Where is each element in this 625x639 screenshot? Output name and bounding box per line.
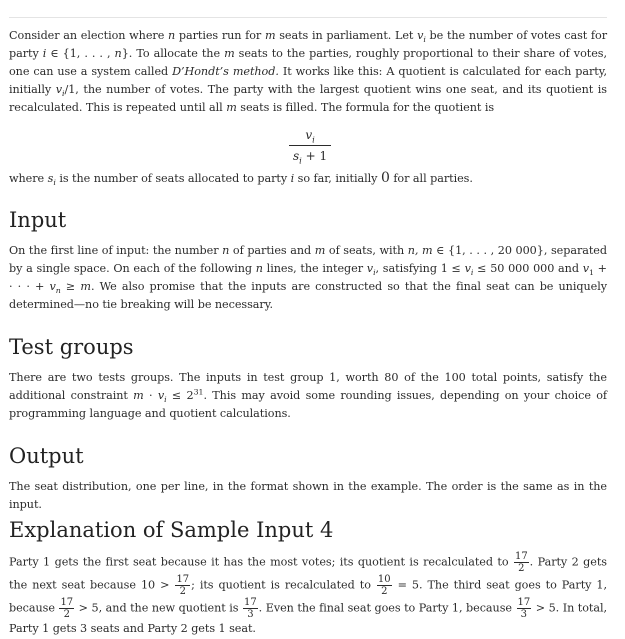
- method-name: D’Hondt’s method.: [172, 65, 279, 78]
- quotient-formula: $v_i$ $s_i + 1$: [289, 128, 331, 163]
- intro-paragraph: Consider an election where n parties run for m seats in parliament. Let $v_i$ be the number of votes cast for party i ∈ {1, . . . , n}. To allocate the m seats to the parties, roughly proportional to their share of votes, one can use a system called D’Hondt’s method. It works like this: A quotient is calculated for each party, initially $v_i/1$, the number of votes. The party with the largest quotient wins one seat, and its quotient is recalculated. This is repeated until all m seats is filled. The formula for the quotient is: [9, 29, 608, 114]
- output-paragraph: The seat distribution, one per line, in the format shown in the example. The order is the same as in the input.: [9, 480, 607, 511]
- test-groups-heading: Test groups: [9, 335, 134, 359]
- input-paragraph: On the first line of input: the number n of parties and m of seats, with n, m ∈ {1, . . . , 20 000}, separated by a single space. On each of the following n lines, the integer $v_i$, satisfying $1 \le v_i \le 50$ 000 000 and $v_1$ + · · · + $v_n \ge m$. We also promise that the inputs are constructed so that the final seat can be uniquely determined—no tie breaking will be necessary.: [9, 244, 608, 311]
- input-heading: Input: [9, 208, 67, 232]
- test-groups-paragraph: There are two tests groups. The inputs in test group 1, worth 80 of the 100 total points, satisfy the additional constraint $m \cdot v_i \le 2^{31}$. This may avoid some rounding issues, depending on your choice of programming language and quotient calculations.: [9, 371, 608, 420]
- top-divider: [9, 17, 607, 18]
- explanation-paragraph: Party 1 gets the first seat because it has the most votes; its quotient is recalculated to $\frac{17}{2}$ . Party 2 gets the next seat because 10 > $\frac{17}{2}$ ; its quotient is recalculated to $\frac{10}{2}$ = 5. The third seat goes to Party 1, because $\frac{17}{2}$ > 5, and the new quotient is $\frac{17}{3}$ . Even the final seat goes to Party 1, because $\frac{17}{3}$ > 5. In total, Party 1 gets 3 seats and Party 2 gets 1 seat.: [9, 551, 608, 635]
- output-heading: Output: [9, 444, 84, 468]
- explanation-heading: Explanation of Sample Input 4: [9, 518, 334, 542]
- formula-explanation: where $s_i$ is the number of seats allocated to party i so far, initially 0 for all parties.: [9, 170, 473, 188]
